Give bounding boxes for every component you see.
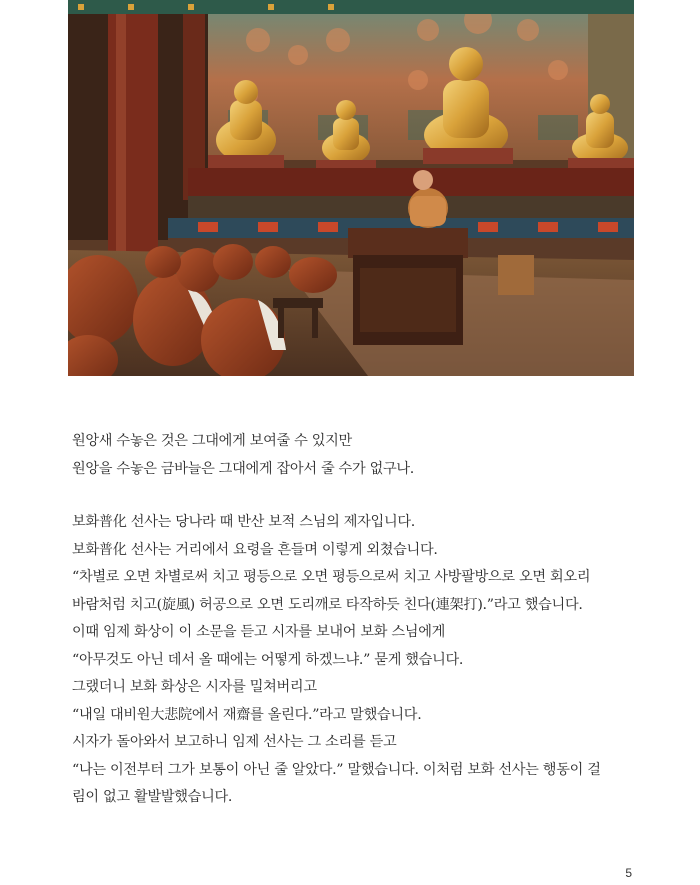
paragraph-gap bbox=[72, 483, 638, 509]
paragraph-line: “차별로 오면 차별로써 치고 평등으로 오면 평등으로써 치고 사방팔방으로 오면 회오리 bbox=[72, 569, 591, 585]
paragraph-line: 보화普化 선사는 거리에서 요령을 흔들며 이렇게 외쳤습니다. bbox=[72, 541, 438, 558]
paragraph-line: 바람처럼 치고(旋風) 허공으로 오면 도리깨로 타작하듯 친다(連架打).”라고 했습니다. bbox=[72, 596, 583, 613]
verse-line: 원앙새 수놓은 것은 그대에게 보여줄 수 있지만 bbox=[72, 433, 352, 449]
page-number: 5 bbox=[625, 866, 632, 880]
paragraph-line: “나는 이전부터 그가 보통이 아닌 줄 알았다.” 말했습니다. 이처럼 보화 선사는 행동이 걸 bbox=[72, 761, 601, 778]
paragraph-line: “아무것도 아닌 데서 올 때에는 어떻게 하겠느냐.” 묻게 했습니다. bbox=[72, 651, 464, 668]
main-text bbox=[72, 428, 638, 812]
temple-photo-illustration bbox=[68, 0, 634, 376]
paragraph-line: 림이 없고 활발발했습니다. bbox=[72, 789, 233, 805]
paragraph-line: 시자가 돌아와서 보고하니 임제 선사는 그 소리를 듣고 bbox=[72, 734, 397, 750]
paragraph-line: 보화普化 선사는 당나라 때 반산 보적 스님의 제자입니다. bbox=[72, 514, 415, 530]
paragraph-line: “내일 대비원大悲院에서 재齋를 올린다.”라고 말했습니다. bbox=[72, 706, 422, 723]
paragraph-line: 그랬더니 보화 화상은 시자를 밀쳐버리고 bbox=[72, 679, 317, 695]
verse-line: 원앙을 수놓은 금바늘은 그대에게 잡아서 줄 수가 없구나. bbox=[72, 460, 414, 477]
temple-ceremony-photo bbox=[68, 0, 634, 376]
paragraph-line: 이때 임제 화상이 이 소문을 듣고 시자를 보내어 보화 스님에게 bbox=[72, 624, 446, 640]
